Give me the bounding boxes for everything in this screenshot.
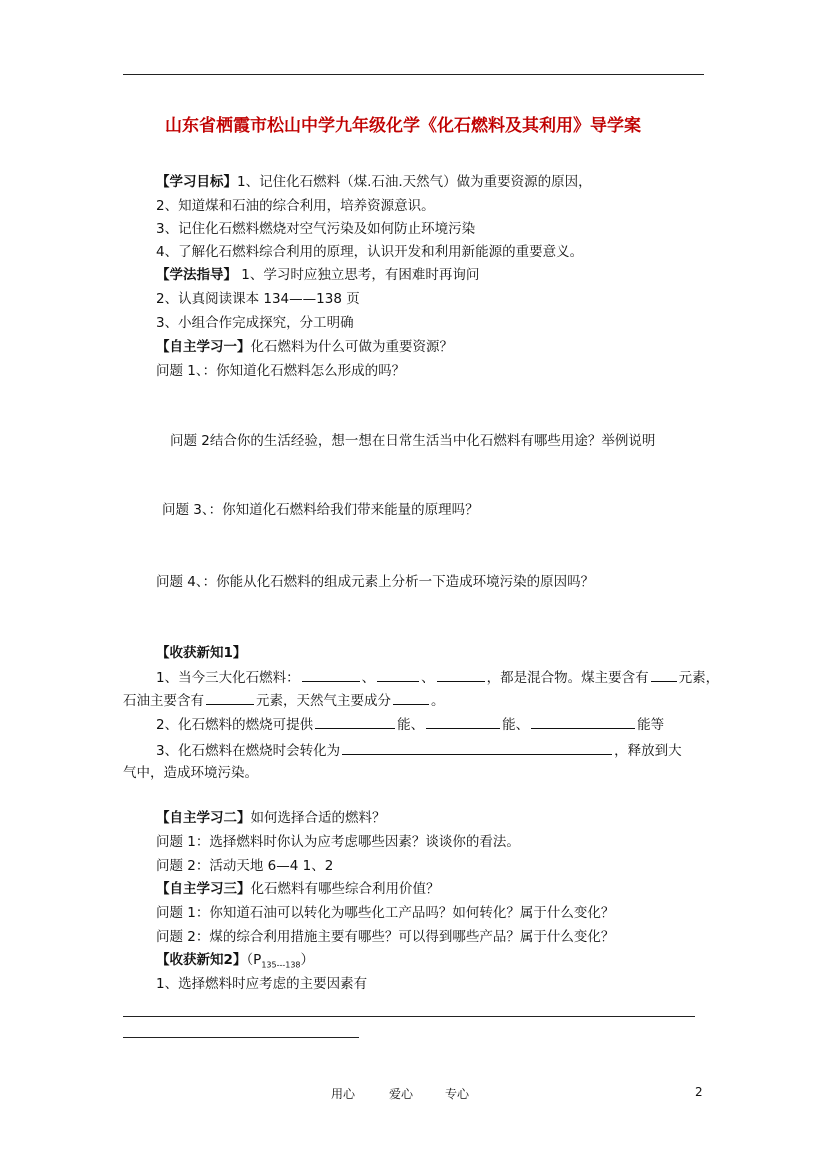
goal-2: 2、知道煤和石油的综合利用，培养资源意识。 xyxy=(156,198,435,214)
gain1-text-1e: 元素， xyxy=(678,670,720,686)
blank-energy-1[interactable] xyxy=(315,714,395,729)
self2-text: 如何选择合适的燃料？ xyxy=(250,810,386,826)
gain2-ref-close: ） xyxy=(300,952,315,968)
gain1-text-1d: ，都是混合物。煤主要含有 xyxy=(486,670,649,686)
self1-question-1: 问题 1、：你知道化石燃料怎么形成的吗？ xyxy=(156,363,406,379)
gain1-text-1f: 石油主要含有 xyxy=(123,693,204,709)
self2-question-2: 问题 2：活动天地 6—4 1、2 xyxy=(156,858,334,874)
footer-word-2: 爱心 xyxy=(389,1087,414,1101)
header-rule xyxy=(123,74,704,75)
blank-fuel-1[interactable] xyxy=(302,667,360,682)
self3-heading xyxy=(156,879,440,899)
self2-label: 【自主学习二】 xyxy=(156,810,251,826)
self3-label: 【自主学习三】 xyxy=(156,881,251,897)
gain2-ref-open: （P xyxy=(246,952,262,968)
answer-line-1[interactable] xyxy=(123,1016,695,1017)
self3-question-1: 问题 1：你知道石油可以转化为哪些化工产品吗？如何转化？属于什么变化？ xyxy=(156,905,615,921)
self1-question-4: 问题 4、：你能从化石燃料的组成元素上分析一下造成环境污染的原因吗？ xyxy=(156,574,595,590)
self1-label: 【自主学习一】 xyxy=(156,339,251,355)
self2-question-1: 问题 1：选择燃料时你认为应考虑哪些因素？谈谈你的看法。 xyxy=(156,834,520,850)
self3-text: 化石燃料有哪些综合利用价值？ xyxy=(250,881,440,897)
footer-word-1: 用心 xyxy=(331,1087,356,1101)
gain1-text-3b: ，释放到大 xyxy=(614,743,682,759)
goal-4: 4、了解化石燃料综合利用的原理，认识开发和利用新能源的重要意义。 xyxy=(156,244,584,260)
gain1-text-1c: 、 xyxy=(421,670,435,686)
gain1-text-2a: 2、化石燃料的燃烧可提供 xyxy=(156,717,314,733)
gain1-line-1 xyxy=(156,667,719,688)
goal-1: 1、记住化石燃料（煤.石油.天然气）做为重要资源的原因， xyxy=(237,174,592,190)
gain1-text-2d: 能等 xyxy=(637,717,665,733)
footer-word-3: 专心 xyxy=(445,1087,470,1101)
gain1-line-3 xyxy=(156,714,664,735)
gain1-text-1b: 、 xyxy=(361,670,376,686)
gain1-text-2b: 能、 xyxy=(397,717,425,733)
blank-fuel-3[interactable] xyxy=(437,667,485,682)
self1-question-3: 问题 3、：你知道化石燃料给我们带来能量的原理吗？ xyxy=(162,502,479,518)
blank-gas-component[interactable] xyxy=(393,690,429,705)
answer-line-2[interactable] xyxy=(123,1037,359,1038)
gain1-text-3a: 3、化石燃料在燃烧时会转化为 xyxy=(156,743,341,759)
gain2-line-1: 1、选择燃料时应考虑的主要因素有 xyxy=(156,976,368,992)
method-2: 2、认真阅读课本 134——138 页 xyxy=(156,291,360,307)
gain1-line-5: 气中，造成环境污染。 xyxy=(123,765,258,781)
gain1-line-4 xyxy=(156,740,682,761)
self1-text: 化石燃料为什么可做为重要资源？ xyxy=(250,339,453,355)
gain2-heading xyxy=(156,950,314,976)
blank-coal-element[interactable] xyxy=(651,667,677,682)
gain1-text-1a: 1、当今三大化石燃料： xyxy=(156,670,300,686)
self2-heading xyxy=(156,808,386,828)
blank-pollutants[interactable] xyxy=(342,740,612,755)
goal-3: 3、记住化石燃料燃烧对空气污染及如何防止环境污染 xyxy=(156,221,476,237)
gain1-text-1g: 元素，天然气主要成分 xyxy=(256,693,391,709)
blank-energy-2[interactable] xyxy=(426,714,500,729)
goals-line-1 xyxy=(156,172,592,192)
blank-energy-3[interactable] xyxy=(531,714,635,729)
self1-question-2: 问题 2结合你的生活经验，想一想在日常生活当中化石燃料有哪些用途？举例说明 xyxy=(170,433,656,449)
goals-label: 【学习目标】 xyxy=(156,174,237,190)
blank-fuel-2[interactable] xyxy=(377,667,419,682)
method-label: 【学法指导】 xyxy=(156,267,237,283)
method-1: 1、学习时应独立思考，有困难时再询问 xyxy=(237,267,480,283)
gain1-label: 【收获新知1】 xyxy=(156,645,247,661)
method-3: 3、小组合作完成探究，分工明确 xyxy=(156,315,354,331)
gain2-label: 【收获新知2】 xyxy=(156,952,247,968)
gain1-line-2 xyxy=(123,690,445,711)
gain2-ref-pages: 135---138 xyxy=(261,960,301,970)
page-number: 2 xyxy=(695,1085,703,1099)
method-line-1 xyxy=(156,265,479,285)
self3-question-2: 问题 2：煤的综合利用措施主要有哪些？可以得到哪些产品？属于什么变化？ xyxy=(156,929,615,945)
gain1-text-2c: 能、 xyxy=(502,717,530,733)
blank-oil-element[interactable] xyxy=(206,690,254,705)
self1-heading xyxy=(156,337,453,357)
gain1-text-1h: 。 xyxy=(431,693,445,709)
page-title: 山东省栖霞市松山中学九年级化学《化石燃料及其利用》导学案 xyxy=(165,116,641,136)
